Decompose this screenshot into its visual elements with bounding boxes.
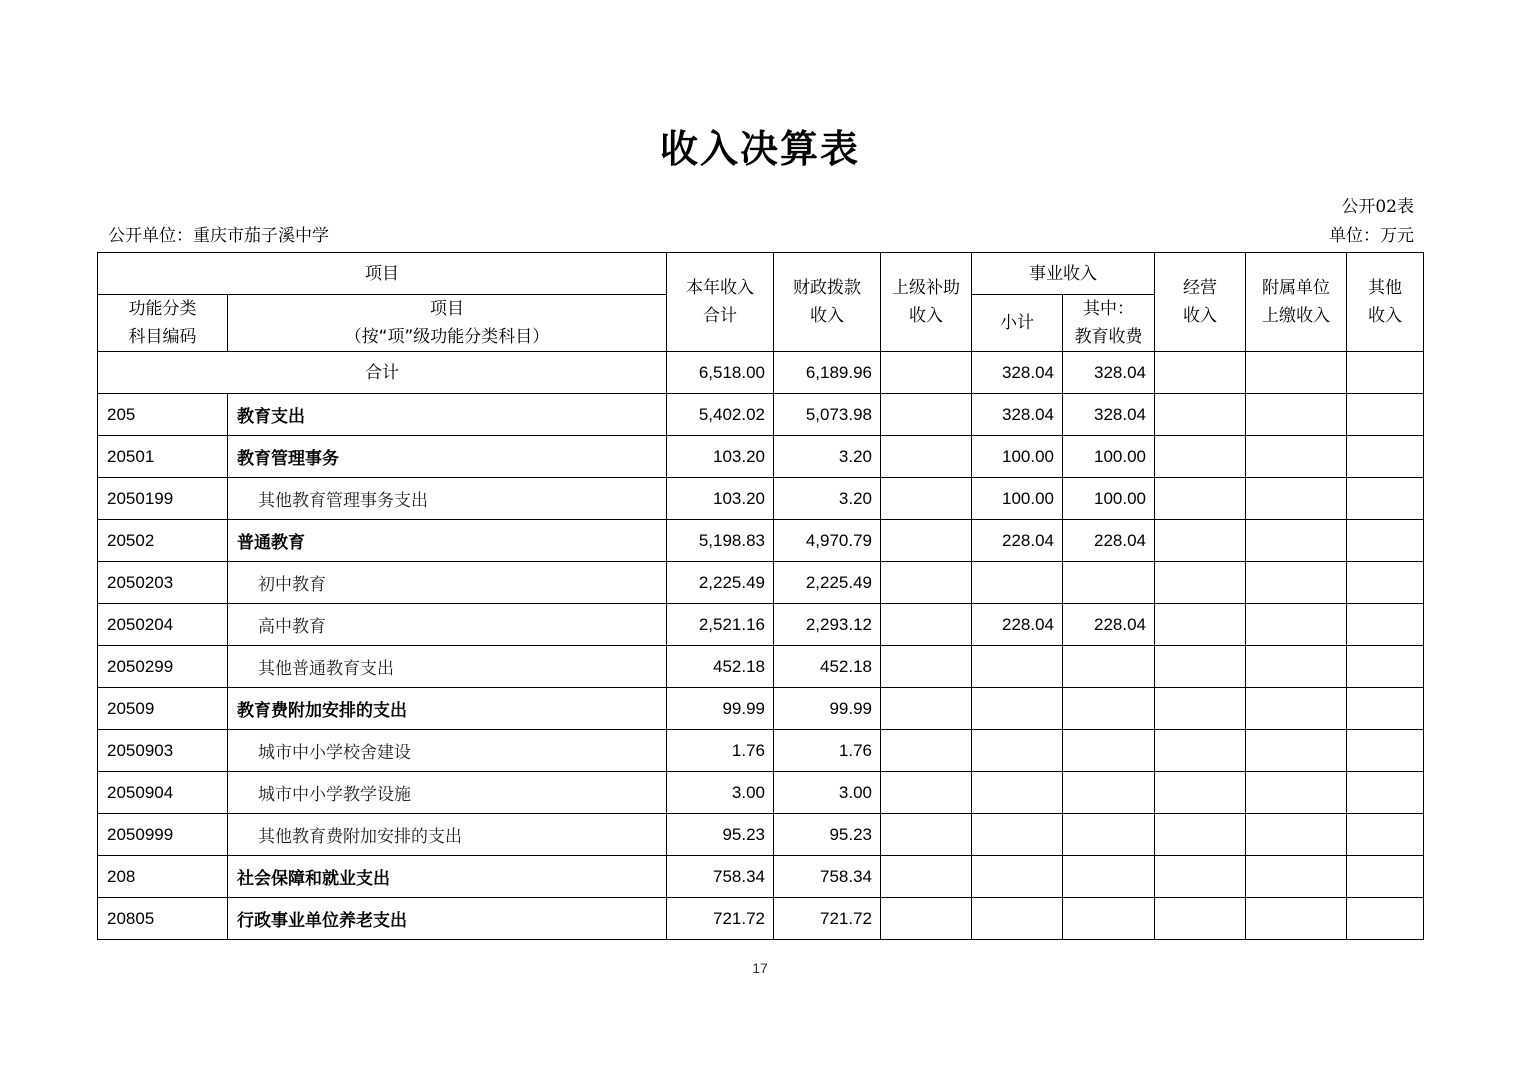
affil-cell [1246,730,1347,772]
name-cell: 城市中小学校舍建设 [228,730,667,772]
fiscal-cell: 95.23 [774,814,881,856]
upper-cell [881,772,972,814]
total-cell: 3.00 [667,772,774,814]
table-row [98,562,1424,604]
oper-cell [1155,562,1246,604]
oper-cell [1155,604,1246,646]
header-career-edu [1063,295,1155,352]
header-oper-line2: 收入 [1183,306,1217,326]
career-edu-cell [1063,856,1155,898]
total-label: 合计 [98,352,667,394]
affil-cell [1246,856,1347,898]
oper-cell [1155,898,1246,940]
career-sub-cell [972,856,1063,898]
page-title: 收入决算表 [659,127,860,171]
header-upper-line2: 收入 [909,306,943,326]
name-cell: 城市中小学教学设施 [228,772,667,814]
affil-cell [1246,394,1347,436]
career-edu-cell [1063,730,1155,772]
upper-cell [881,646,972,688]
code-cell: 2050904 [98,772,228,814]
upper-cell [881,814,972,856]
fiscal-cell: 3.00 [774,772,881,814]
code-cell: 205 [98,394,228,436]
upper-cell [881,730,972,772]
code-cell: 20502 [98,520,228,562]
header-total-line1: 本年收入 [686,278,754,298]
name-cell: 教育管理事务 [228,436,667,478]
affil-cell [1246,478,1347,520]
header-other [1347,253,1424,352]
oper-cell [1155,688,1246,730]
oper-cell [1155,814,1246,856]
total-cell: 452.18 [667,646,774,688]
code-cell: 2050199 [98,478,228,520]
other-cell [1347,394,1424,436]
upper-cell [881,604,972,646]
page-number: 17 [752,960,768,976]
header-name-line2: （按“项”级功能分类科目） [344,327,550,347]
oper-cell [1155,478,1246,520]
total-cell: 103.20 [667,478,774,520]
oper-cell [1155,772,1246,814]
career-edu-cell [1063,814,1155,856]
code-cell: 20509 [98,688,228,730]
reporting-unit: 公开单位：重庆市茄子溪中学 [108,226,329,246]
code-cell: 2050903 [98,730,228,772]
career-edu-cell: 228.04 [1063,520,1155,562]
career-edu-cell [1063,562,1155,604]
other-cell [1347,562,1424,604]
total-cell: 103.20 [667,436,774,478]
header-other-line2: 收入 [1368,306,1402,326]
oper-cell [1155,646,1246,688]
header-affil-line1: 附属单位 [1262,278,1330,298]
career-sub-cell [972,772,1063,814]
header-affil-line2: 上缴收入 [1262,306,1330,326]
oper-cell [1155,436,1246,478]
total-row [98,352,1424,394]
header-oper-line1: 经营 [1183,278,1217,298]
affil-cell [1246,646,1347,688]
header-affil [1246,253,1347,352]
name-cell: 其他普通教育支出 [228,646,667,688]
other-cell [1347,898,1424,940]
fiscal-cell: 3.20 [774,436,881,478]
oper-cell [1155,730,1246,772]
fiscal-cell: 99.99 [774,688,881,730]
career-sub-cell [972,898,1063,940]
header-upper-line1: 上级补助 [892,278,960,298]
affil-cell [1246,898,1347,940]
header-project: 项目 [98,253,667,295]
upper-cell [881,562,972,604]
total-cell: 5,402.02 [667,394,774,436]
name-cell: 其他教育费附加安排的支出 [228,814,667,856]
other-cell [1347,520,1424,562]
fiscal-cell: 2,225.49 [774,562,881,604]
code-cell: 2050203 [98,562,228,604]
table-row [98,646,1424,688]
total-cell: 6,518.00 [667,352,774,394]
affil-cell [1246,772,1347,814]
other-cell [1347,352,1424,394]
table-row [98,814,1424,856]
career-edu-cell: 328.04 [1063,352,1155,394]
header-total-line2: 合计 [703,306,737,326]
oper-cell [1155,352,1246,394]
table-row [98,772,1424,814]
career-sub-cell [972,730,1063,772]
header-fiscal [774,253,881,352]
career-edu-cell [1063,898,1155,940]
affil-cell [1246,352,1347,394]
career-edu-cell [1063,688,1155,730]
career-sub-cell: 328.04 [972,352,1063,394]
table-row [98,730,1424,772]
total-cell: 758.34 [667,856,774,898]
header-career: 事业收入 [972,253,1155,295]
form-number: 公开02表 [1341,197,1414,217]
fiscal-cell: 452.18 [774,646,881,688]
income-table [97,252,1424,940]
header-upper [881,253,972,352]
other-cell [1347,478,1424,520]
career-sub-cell: 100.00 [972,436,1063,478]
career-sub-cell [972,688,1063,730]
fiscal-cell: 4,970.79 [774,520,881,562]
total-cell: 99.99 [667,688,774,730]
code-cell: 20805 [98,898,228,940]
table-row [98,688,1424,730]
fiscal-cell: 5,073.98 [774,394,881,436]
affil-cell [1246,688,1347,730]
header-career-sub: 小计 [972,295,1063,352]
name-cell: 其他教育管理事务支出 [228,478,667,520]
name-cell: 教育费附加安排的支出 [228,688,667,730]
career-sub-cell [972,646,1063,688]
code-cell: 2050204 [98,604,228,646]
career-sub-cell [972,814,1063,856]
other-cell [1347,604,1424,646]
fiscal-cell: 1.76 [774,730,881,772]
code-cell: 2050299 [98,646,228,688]
header-code-line2: 科目编码 [128,327,197,347]
header-total [667,253,774,352]
table-row [98,520,1424,562]
total-cell: 2,225.49 [667,562,774,604]
affil-cell [1246,562,1347,604]
header-fiscal-line2: 收入 [810,306,844,326]
header-other-line1: 其他 [1368,278,1402,298]
header-code-line1: 功能分类 [128,299,197,319]
career-sub-cell: 228.04 [972,604,1063,646]
oper-cell [1155,856,1246,898]
career-edu-cell [1063,772,1155,814]
header-oper [1155,253,1246,352]
code-cell: 2050999 [98,814,228,856]
fiscal-cell: 3.20 [774,478,881,520]
career-sub-cell [972,562,1063,604]
table-row [98,856,1424,898]
name-cell: 高中教育 [228,604,667,646]
affil-cell [1246,520,1347,562]
total-cell: 2,521.16 [667,604,774,646]
code-cell: 20501 [98,436,228,478]
header-career-edu-line2: 教育收费 [1074,327,1143,347]
table-row [98,478,1424,520]
name-cell: 教育支出 [228,394,667,436]
total-cell: 721.72 [667,898,774,940]
table-row [98,394,1424,436]
header-name [228,295,667,352]
currency-unit: 单位：万元 [1329,226,1414,246]
upper-cell [881,856,972,898]
affil-cell [1246,436,1347,478]
upper-cell [881,436,972,478]
name-cell: 行政事业单位养老支出 [228,898,667,940]
other-cell [1347,436,1424,478]
career-edu-cell: 100.00 [1063,436,1155,478]
career-edu-cell [1063,646,1155,688]
career-sub-cell: 328.04 [972,394,1063,436]
career-edu-cell: 100.00 [1063,478,1155,520]
name-cell: 初中教育 [228,562,667,604]
career-sub-cell: 100.00 [972,478,1063,520]
code-cell: 208 [98,856,228,898]
table-row [98,604,1424,646]
career-edu-cell: 228.04 [1063,604,1155,646]
upper-cell [881,352,972,394]
table-row [98,898,1424,940]
upper-cell [881,520,972,562]
header-career-edu-line1: 其中： [1083,299,1134,319]
upper-cell [881,898,972,940]
total-cell: 1.76 [667,730,774,772]
oper-cell [1155,520,1246,562]
career-edu-cell: 328.04 [1063,394,1155,436]
career-sub-cell: 228.04 [972,520,1063,562]
header-fiscal-line1: 财政拨款 [793,278,861,298]
name-cell: 普通教育 [228,520,667,562]
other-cell [1347,646,1424,688]
fiscal-cell: 6,189.96 [774,352,881,394]
upper-cell [881,394,972,436]
affil-cell [1246,814,1347,856]
fiscal-cell: 2,293.12 [774,604,881,646]
other-cell [1347,772,1424,814]
other-cell [1347,856,1424,898]
other-cell [1347,730,1424,772]
affil-cell [1246,604,1347,646]
upper-cell [881,478,972,520]
other-cell [1347,814,1424,856]
total-cell: 5,198.83 [667,520,774,562]
header-name-line1: 项目 [430,299,464,319]
header-code [98,295,228,352]
total-cell: 95.23 [667,814,774,856]
oper-cell [1155,394,1246,436]
name-cell: 社会保障和就业支出 [228,856,667,898]
other-cell [1347,688,1424,730]
upper-cell [881,688,972,730]
fiscal-cell: 721.72 [774,898,881,940]
fiscal-cell: 758.34 [774,856,881,898]
table-row [98,436,1424,478]
